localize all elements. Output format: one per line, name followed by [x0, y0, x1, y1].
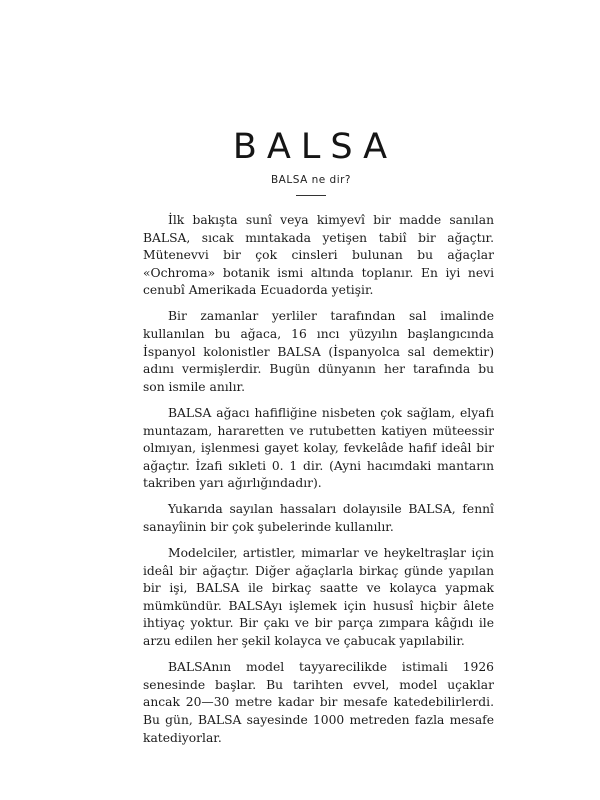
paragraph-6: BALSAnın model tayyarecilikde istimali 1926 senesinde başlar. Bu tarihten evvel, model uçaklar ancak 20—30 metre kadar bir mesafe katedebilirlerdi. Bu gün, BALSA sayesinde 1000 metreden fazla mesafe katediyorlar.: [143, 660, 494, 745]
paragraph-3: BALSA ağacı hafifliğine nisbeten çok sağlam, elyafı muntazam, hararetten ve rutubetten katiyen müteessir olmıyan, işlenmesi gayet kolay, fevkelâde hafif ideâl bir ağaçtır. İzafi sıkleti 0. 1 dir. (Ayni hacımdaki mantarın takriben yarı ağırlığındadır).: [143, 405, 494, 491]
page-subtitle: BALSA ne dir?: [270, 174, 352, 186]
paragraph-5: Modelciler, artistler, mimarlar ve heykeltraşlar için ideâl bir ağaçtır. Diğer ağaçlarla birkaç günde yapılan bir işi, BALSA ile birkaç saatte ve kolayca yapmak mümkündür. BALSAyı işlemek için hususî hiçbir âlete ihtiyaç yoktur. Bir çakı ve bir parça zımpara kâğıdı ile arzu edilen her şekil kolayca ve çabucak yapılabilir.: [143, 546, 494, 649]
body-text: [143, 212, 494, 754]
paragraph-4: Yukarıda sayılan hassaları dolayısile BALSA, fennî sanayîinin bir çok şubelerinde kullanılır.: [143, 502, 494, 534]
title-divider: [296, 195, 326, 196]
paragraph-1: İlk bakışta sunî veya kimyevî bir madde sanılan BALSA, sıcak mıntakada yetişen tabiî bir ağaçtır. Mütenevvi bir çok cinsleri bulunan bu ağaçlar «Ochroma» botanik ismi altında toplanır. En iyi nevi cenubî Amerikada Ecuadorda yetişir.: [143, 213, 494, 298]
paragraph-2: Bir zamanlar yerliler tarafından sal imalinde kullanılan bu ağaca, 16 ıncı yüzyılın başlangıcında İspanyol kolonistler BALSA (İspanyolca sal demektir) adını vermişlerdir. Bugün dünyanın her tarafında bu son ismile anılır.: [143, 309, 494, 394]
page-title: BALSA: [232, 127, 398, 167]
